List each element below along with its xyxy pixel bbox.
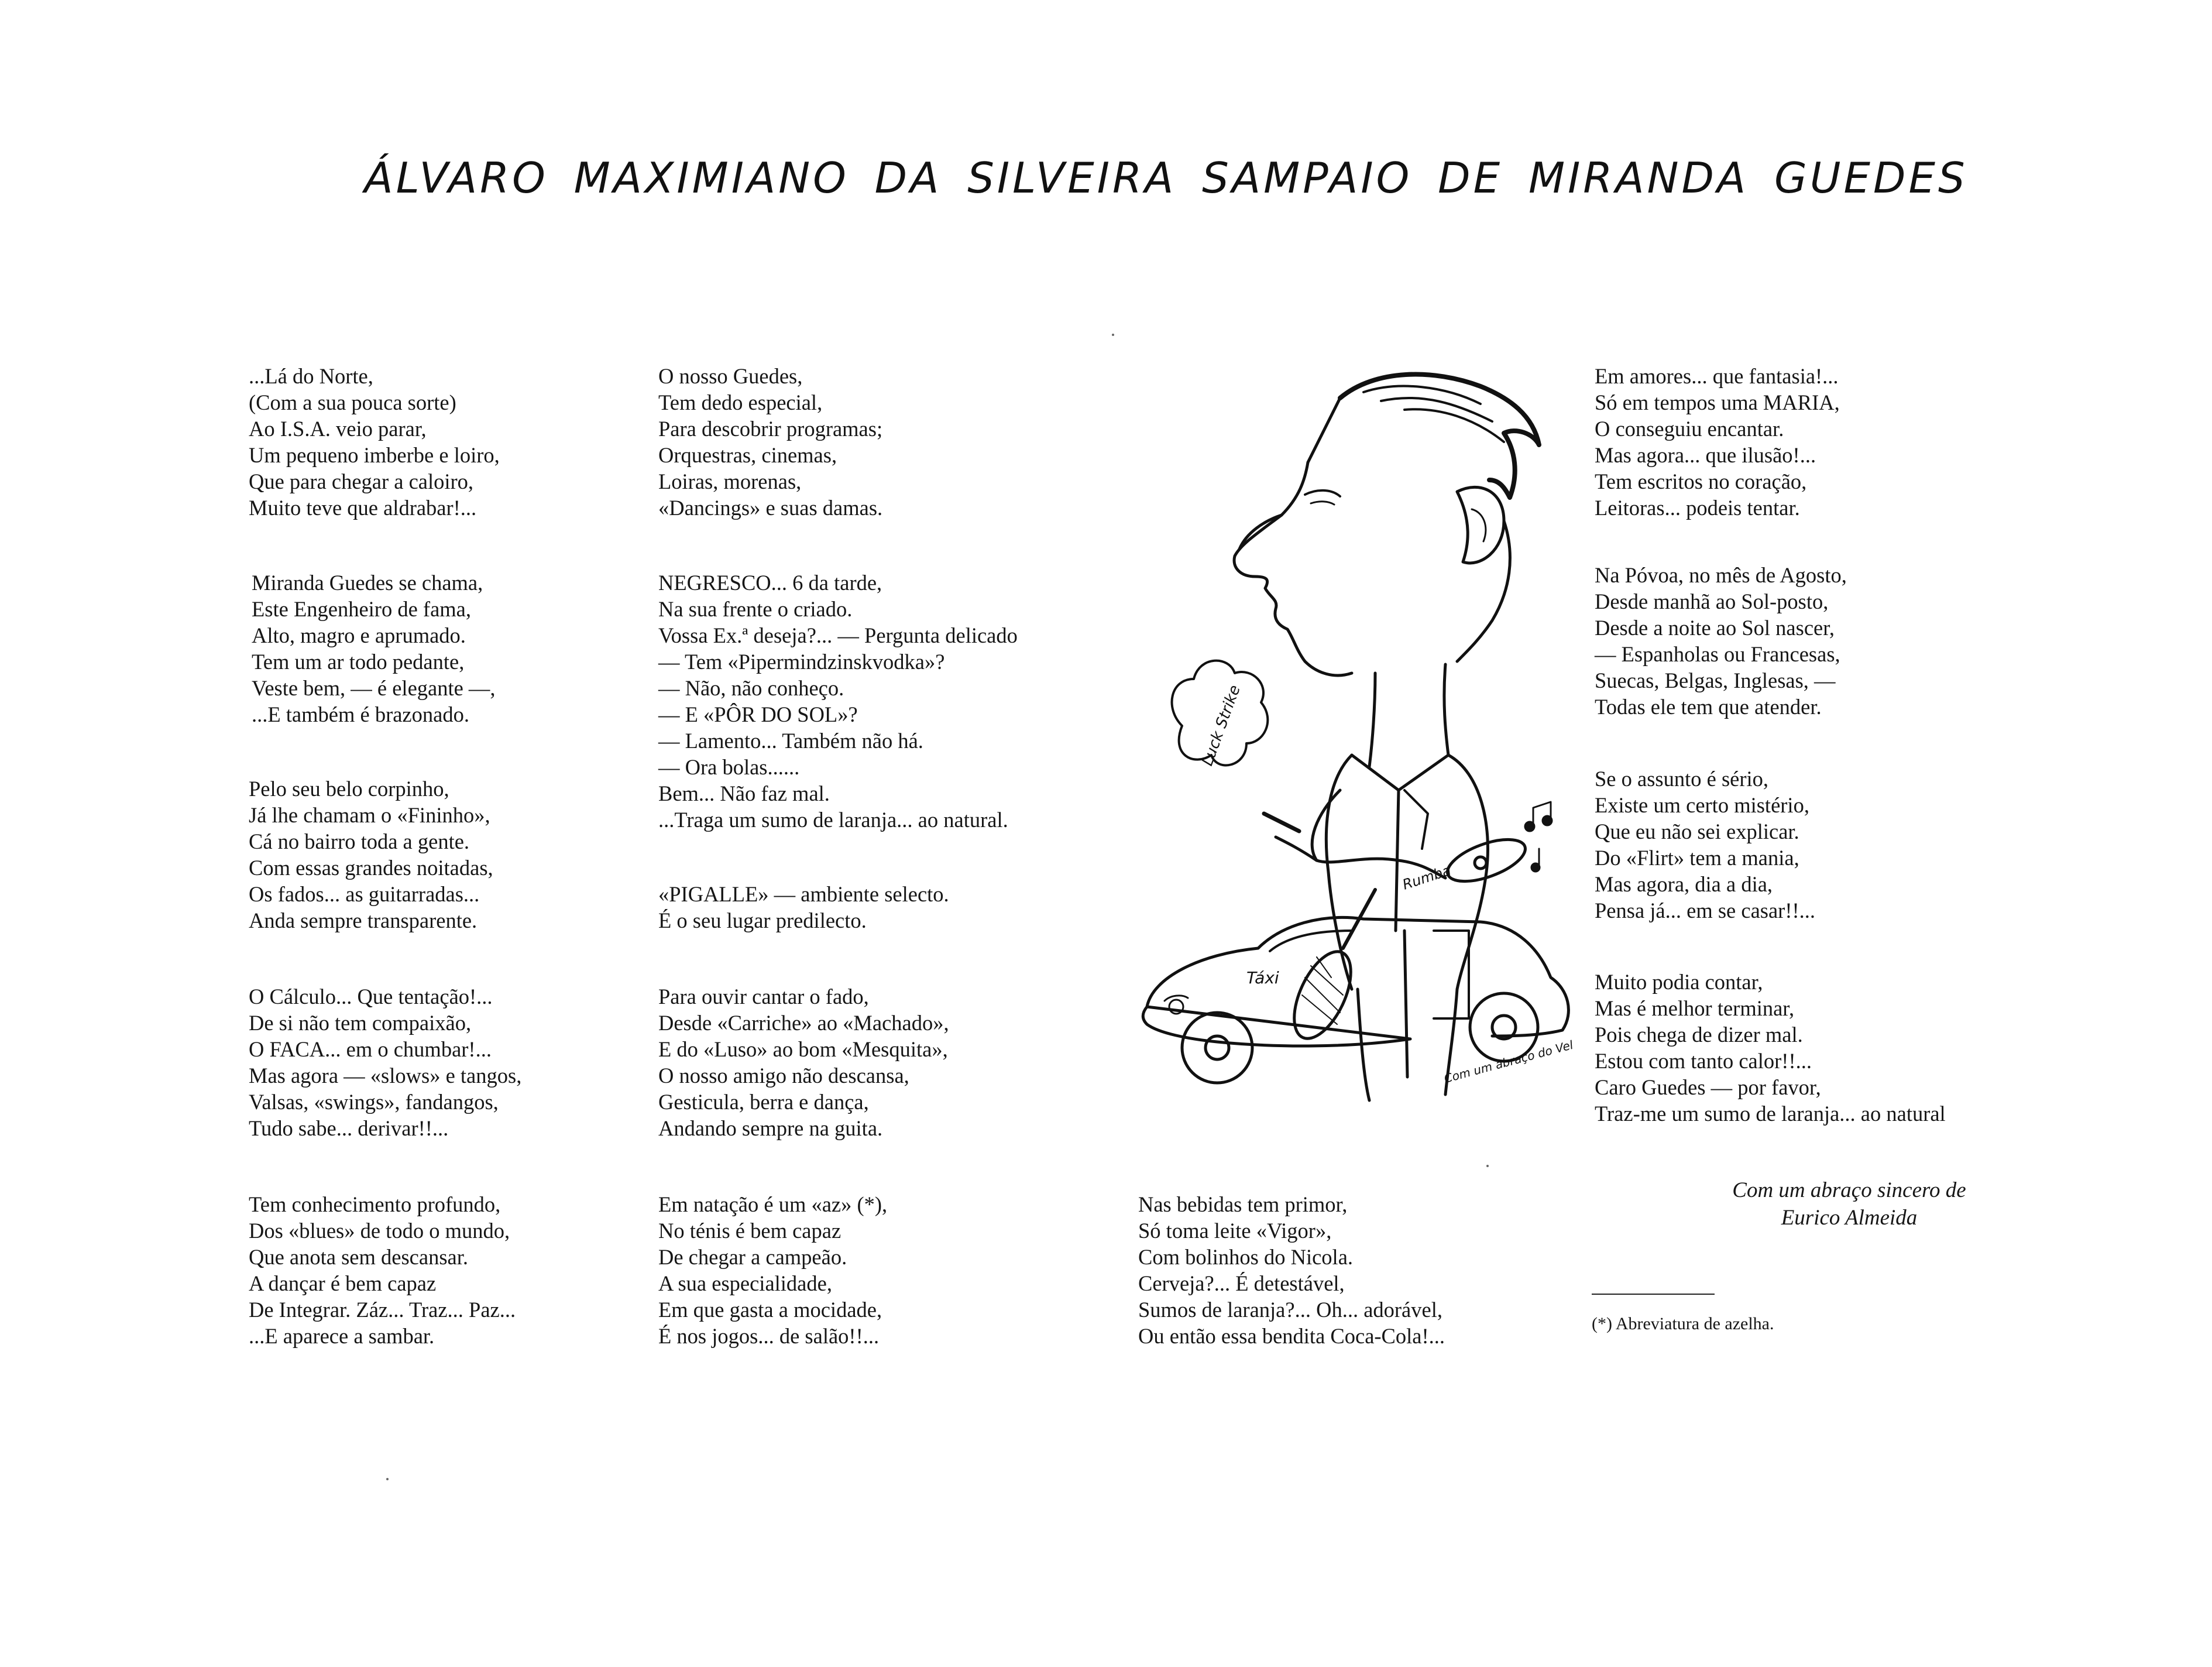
record-text: Rumba: [1400, 862, 1453, 893]
poem-line: ...E aparece a sambar.: [249, 1324, 435, 1348]
poem-line: Loiras, morenas,: [658, 469, 802, 493]
poem-line: Só em tempos uma MARIA,: [1595, 390, 1840, 414]
poem-line: — Espanholas ou Francesas,: [1595, 642, 1840, 666]
poem-line: «PIGALLE» — ambiente selecto.: [658, 882, 949, 906]
poem-line: (Com a sua pouca sorte): [249, 390, 456, 414]
poem-line: Andando sempre na guita.: [658, 1116, 883, 1140]
poem-line: Com bolinhos do Nicola.: [1138, 1245, 1354, 1269]
poem-line: Dos «blues» de todo o mundo,: [249, 1219, 510, 1243]
poem-stanza: [658, 363, 882, 521]
poem-stanza: [249, 1191, 516, 1349]
poem-line: Que anota sem descansar.: [249, 1245, 468, 1269]
poem-line: O nosso amigo não descansa,: [658, 1064, 909, 1088]
poem-line: ...Lá do Norte,: [249, 364, 373, 388]
signature-author: Eurico Almeida: [1781, 1206, 1918, 1230]
poem-line: Cá no bairro toda a gente.: [249, 829, 470, 853]
poem-line: Veste bem, — é elegante —,: [252, 676, 496, 700]
poem-line: Gesticula, berra e dança,: [658, 1090, 869, 1114]
cigarette-text: Luck Strike: [1198, 682, 1244, 769]
caricature-illustration: [1129, 345, 1586, 1106]
poem-line: — Lamento... Também não há.: [658, 729, 923, 753]
poem-line: A dançar é bem capaz: [249, 1271, 437, 1295]
poem-line: — Tem «Pipermindzinskvodka»?: [658, 650, 945, 674]
poem-stanza: [1138, 1191, 1445, 1349]
poem-line: — Não, não conheço.: [658, 676, 844, 700]
poem-line: De si não tem compaixão,: [249, 1011, 472, 1035]
poem-line: Pois chega de dizer mal.: [1595, 1023, 1803, 1047]
poem-line: Ao I.S.A. veio parar,: [249, 417, 427, 441]
signature: [1627, 1176, 2072, 1232]
poem-line: Que para chegar a caloiro,: [249, 469, 474, 493]
poem-line: Mas agora — «slows» e tangos,: [249, 1064, 522, 1088]
poem-line: Se o assunto é sério,: [1595, 767, 1769, 791]
poem-line: Só toma leite «Vigor»,: [1138, 1219, 1332, 1243]
poem-line: Tudo sabe... derivar!!...: [249, 1116, 449, 1140]
poem-line: Existe um certo mistério,: [1595, 793, 1809, 817]
page-title: ÁLVARO MAXIMIANO DA SILVEIRA SAMPAIO DE MIRANDA GUEDES: [364, 153, 1968, 203]
poem-line: O Cálculo... Que tentação!...: [249, 985, 493, 1009]
dedication-text: Com um abraço do Vel: [1442, 1037, 1575, 1086]
front-wheel: [1182, 1013, 1252, 1083]
poem-line: Ou então essa bendita Coca-Cola!...: [1138, 1324, 1445, 1348]
poem-line: ...E também é brazonado.: [252, 702, 469, 726]
poem-line: Alto, magro e aprumado.: [252, 623, 466, 647]
poem-line: Leitoras... podeis tentar.: [1595, 496, 1800, 520]
hair: [1340, 375, 1539, 498]
poem-line: Para ouvir cantar o fado,: [658, 985, 869, 1009]
poem-line: A sua especialidade,: [658, 1271, 832, 1295]
car-text: Táxi: [1246, 968, 1279, 987]
scan-speck: [1486, 1165, 1489, 1167]
poem-line: Na Póvoa, no mês de Agosto,: [1595, 563, 1847, 587]
poem-line: Bem... Não faz mal.: [658, 781, 830, 805]
poem-line: Do «Flirt» tem a mania,: [1595, 846, 1799, 870]
poem-line: O FACA... em o chumbar!...: [249, 1037, 492, 1061]
poem-line: Miranda Guedes se chama,: [252, 571, 483, 595]
poem-line: É o seu lugar predilecto.: [658, 908, 867, 932]
poem-stanza: [1595, 766, 1815, 924]
poem-line: E do «Luso» ao bom «Mesquita»,: [658, 1037, 948, 1061]
poem-line: Valsas, «swings», fandangos,: [249, 1090, 499, 1114]
footnote-rule: [1592, 1294, 1715, 1295]
poem-line: Muito podia contar,: [1595, 970, 1763, 994]
poem-line: Desde a noite ao Sol nascer,: [1595, 616, 1835, 640]
poem-line: Pelo seu belo corpinho,: [249, 777, 449, 801]
poem-line: Tem dedo especial,: [658, 390, 823, 414]
poem-line: Todas ele tem que atender.: [1595, 695, 1822, 719]
poem-line: Mas é melhor terminar,: [1595, 996, 1795, 1020]
poem-line: Este Engenheiro de fama,: [252, 597, 471, 621]
poem-line: Já lhe chamam o «Fininho»,: [249, 803, 490, 827]
poem-stanza: [1595, 562, 1847, 720]
scan-speck: [1112, 334, 1114, 336]
poem-line: De Integrar. Záz... Traz... Paz...: [249, 1298, 516, 1322]
poem-line: Traz-me um sumo de laranja... ao natural: [1595, 1102, 1946, 1126]
poem-line: Desde manhã ao Sol-posto,: [1595, 589, 1829, 613]
poem-stanza: [249, 363, 500, 521]
poem-line: Muito teve que aldrabar!...: [249, 496, 477, 520]
poem-line: Tem um ar todo pedante,: [252, 650, 465, 674]
poem-line: Tem conhecimento profundo,: [249, 1192, 501, 1216]
poem-line: Vossa Ex.ª deseja?... — Pergunta delicado: [658, 623, 1018, 647]
cigarette: [1264, 814, 1299, 831]
poem-line: Para descobrir programas;: [658, 417, 883, 441]
poem-line: Caro Guedes — por favor,: [1595, 1075, 1821, 1099]
taxi-car: [1143, 917, 1568, 1046]
poem-line: Estou com tanto calor!!...: [1595, 1049, 1812, 1073]
scan-speck: [386, 1478, 389, 1480]
poem-line: Mas agora... que ilusão!...: [1595, 443, 1816, 467]
poem-line: Na sua frente o criado.: [658, 597, 853, 621]
poem-line: Em amores... que fantasia!...: [1595, 364, 1839, 388]
face-profile: [1234, 462, 1352, 675]
poem-stanza: [658, 881, 949, 934]
poem-line: De chegar a campeão.: [658, 1245, 847, 1269]
poem-line: Mas agora, dia a dia,: [1595, 872, 1773, 896]
poem-line: É nos jogos... de salão!!...: [658, 1324, 880, 1348]
poem-line: Com essas grandes noitadas,: [249, 856, 493, 880]
poem-line: NEGRESCO... 6 da tarde,: [658, 571, 882, 595]
poem-stanza: [249, 983, 521, 1141]
poem-stanza: [658, 983, 949, 1141]
poem-line: Em natação é um «az» (*),: [658, 1192, 888, 1216]
poem-line: O nosso Guedes,: [658, 364, 803, 388]
signature-line: Com um abraço sincero de: [1732, 1178, 1966, 1202]
poem-stanza: [658, 570, 1018, 833]
poem-line: O conseguiu encantar.: [1595, 417, 1784, 441]
poem-line: Nas bebidas tem primor,: [1138, 1192, 1348, 1216]
poem-line: — Ora bolas......: [658, 755, 800, 779]
poem-line: Em que gasta a mocidade,: [658, 1298, 882, 1322]
poem-stanza: [658, 1191, 887, 1349]
poem-line: No ténis é bem capaz: [658, 1219, 841, 1243]
poem-line: Tem escritos no coração,: [1595, 469, 1807, 493]
poem-line: Sumos de laranja?... Oh... adorável,: [1138, 1298, 1442, 1322]
neck: [1369, 673, 1375, 767]
poem-stanza: [1595, 363, 1840, 521]
poem-line: Desde «Carriche» ao «Machado»,: [658, 1011, 949, 1035]
poem-line: Pensa já... em se casar!!...: [1595, 898, 1816, 922]
poem-line: Anda sempre transparente.: [249, 908, 478, 932]
poem-line: Cerveja?... É detestável,: [1138, 1271, 1345, 1295]
poem-line: ...Traga um sumo de laranja... ao natural.: [658, 808, 1008, 832]
ear: [1457, 487, 1504, 563]
poem-line: — E «PÔR DO SOL»?: [658, 702, 858, 726]
poem-line: Que eu não sei explicar.: [1595, 819, 1799, 843]
poem-line: Suecas, Belgas, Inglesas, —: [1595, 668, 1836, 692]
poem-stanza: [1595, 969, 1946, 1127]
poem-line: Os fados... as guitarradas...: [249, 882, 480, 906]
poem-line: «Dancings» e suas damas.: [658, 496, 883, 520]
poem-line: Um pequeno imberbe e loiro,: [249, 443, 500, 467]
poem-stanza: [252, 570, 496, 728]
collar: [1352, 755, 1448, 790]
poem-line: Orquestras, cinemas,: [658, 443, 837, 467]
poem-stanza: [249, 776, 493, 934]
footnote: (*) Abreviatura de azelha.: [1592, 1314, 1774, 1333]
